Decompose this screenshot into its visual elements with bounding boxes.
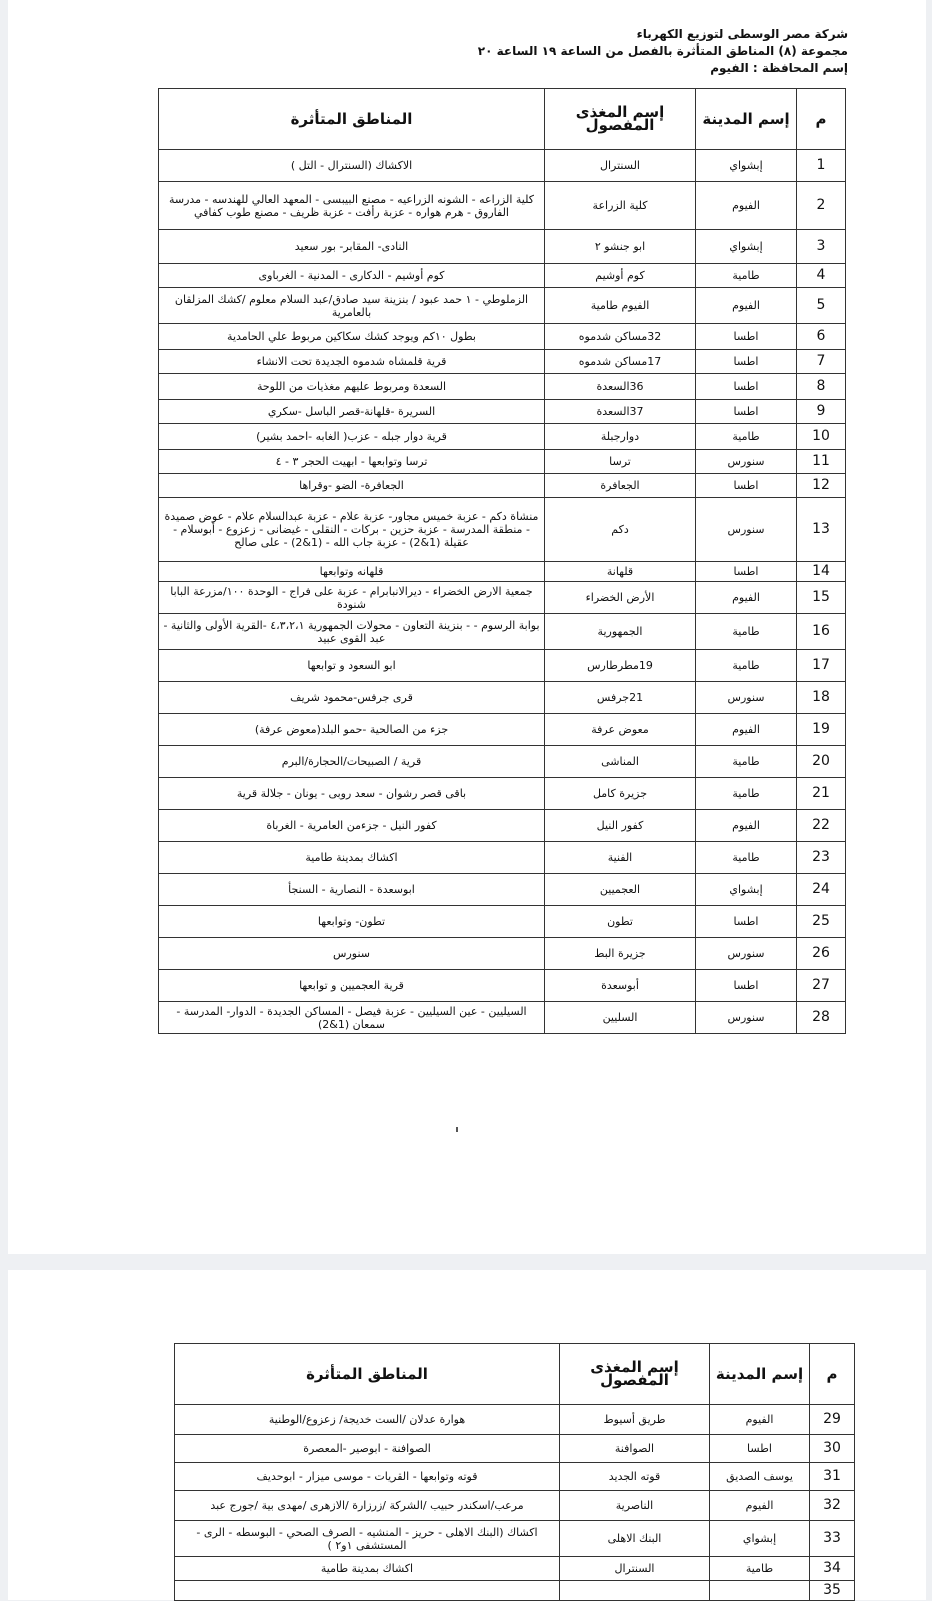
city-cell: الفيوم: [710, 1491, 810, 1521]
row-number: 26: [797, 938, 846, 970]
areas-cell: جزء من الصالحية -حمو البلد(معوض عرفة): [159, 714, 545, 746]
areas-cell: منشاة دكم - عزبة خميس مجاور- عزبة علام - عزبة عبدالسلام علام - عوض صميدة - منطقة المدرسة - عزبة حزين - بركات - النقلى - غيضانى - زعزوع - أبوسلام - عقيلة (1&2) - عزبة جاب الله - (1&2) - على صالح: [159, 498, 545, 562]
table-row: [159, 562, 846, 582]
city-cell: اطسا: [696, 562, 797, 582]
city-cell: الفيوم: [696, 288, 797, 324]
feeder-cell: الناصرية: [560, 1491, 710, 1521]
areas-cell: [175, 1581, 560, 1601]
table-row: [175, 1491, 855, 1521]
row-number: 28: [797, 1002, 846, 1034]
table-row: [159, 614, 846, 650]
city-cell: طامية: [710, 1557, 810, 1581]
table-row: [159, 324, 846, 350]
affected-areas-table: [158, 88, 846, 1034]
page-mark: [456, 1127, 458, 1132]
city-cell: الفيوم: [710, 1405, 810, 1435]
feeder-cell: قلهانة: [545, 562, 696, 582]
table-row: [159, 778, 846, 810]
row-number: 33: [810, 1521, 855, 1557]
areas-cell: قرية دوار جبله - عزب( الغابه -احمد بشير): [159, 424, 545, 450]
table-row: [175, 1405, 855, 1435]
table-row: [159, 746, 846, 778]
city-cell: اطسا: [696, 374, 797, 400]
table-row: [159, 842, 846, 874]
city-cell: الفيوم: [696, 582, 797, 614]
city-cell: [710, 1581, 810, 1601]
table-row: [159, 970, 846, 1002]
table-row: [159, 810, 846, 842]
feeder-cell: الأرض الخضراء: [545, 582, 696, 614]
areas-cell: باقى قصر رشوان - سعد روبى - يونان - جلالة قرية: [159, 778, 545, 810]
areas-cell: الزملوطي - ١ حمد عبود / بنزينة سيد صادق/عبد السلام معلوم /كشك المزلقان بالعامرية: [159, 288, 545, 324]
feeder-cell: الجمهورية: [545, 614, 696, 650]
feeder-cell: السنترال: [545, 150, 696, 182]
areas-cell: قرية / الصبيحات/الحجارة/البرم: [159, 746, 545, 778]
feeder-cell: 36السعدة: [545, 374, 696, 400]
row-number: 31: [810, 1463, 855, 1491]
table-row: [159, 230, 846, 264]
row-number: 18: [797, 682, 846, 714]
city-cell: سنورس: [696, 450, 797, 474]
city-cell: إبشواي: [710, 1521, 810, 1557]
column-header-num: م: [797, 89, 846, 150]
row-number: 25: [797, 906, 846, 938]
feeder-cell: ترسا: [545, 450, 696, 474]
feeder-cell: 32مساكن شدموه: [545, 324, 696, 350]
feeder-cell: دكم: [545, 498, 696, 562]
areas-cell: كفور النيل - جزءمن العامرية - الغرباة: [159, 810, 545, 842]
city-cell: إبشواي: [696, 874, 797, 906]
table-row: [159, 1002, 846, 1034]
feeder-cell: 17مساكن شدموه: [545, 350, 696, 374]
areas-cell: كوم أوشيم - الدكارى - المدنية - الغرباوى: [159, 264, 545, 288]
areas-cell: تطون- وتوابعها: [159, 906, 545, 938]
city-cell: اطسا: [696, 906, 797, 938]
areas-cell: الجعافرة- الضو -وقراها: [159, 474, 545, 498]
table-header-row: [175, 1344, 855, 1405]
feeder-cell: 37السعدة: [545, 400, 696, 424]
table-row: [159, 182, 846, 230]
row-number: 30: [810, 1435, 855, 1463]
row-number: 17: [797, 650, 846, 682]
table-row: [159, 474, 846, 498]
city-cell: طامية: [696, 842, 797, 874]
city-cell: اطسا: [696, 350, 797, 374]
table-row: [159, 400, 846, 424]
row-number: 34: [810, 1557, 855, 1581]
feeder-cell: 21جرفس: [545, 682, 696, 714]
table-row: [159, 498, 846, 562]
table-row: [159, 150, 846, 182]
table-row: [159, 874, 846, 906]
areas-cell: الاكشاك (السنترال - التل ): [159, 150, 545, 182]
feeder-cell: السنترال: [560, 1557, 710, 1581]
row-number: 6: [797, 324, 846, 350]
city-cell: سنورس: [696, 1002, 797, 1034]
city-cell: طامية: [696, 264, 797, 288]
row-number: 1: [797, 150, 846, 182]
areas-cell: قرية قلمشاه شدموه الجديدة تحت الانشاء: [159, 350, 545, 374]
feeder-cell: تطون: [545, 906, 696, 938]
column-header-feeder: إسم المغذى المفصول: [545, 89, 696, 150]
feeder-cell: [560, 1581, 710, 1601]
table-row: [175, 1581, 855, 1601]
areas-cell: الصوافنة - ابوصير -المعصرة: [175, 1435, 560, 1463]
feeder-cell: جزيرة كامل: [545, 778, 696, 810]
feeder-cell: دوارجبلة: [545, 424, 696, 450]
areas-cell: قلهانه وتوابعها: [159, 562, 545, 582]
table-row: [159, 350, 846, 374]
row-number: 8: [797, 374, 846, 400]
column-header-areas: المناطق المتأثرة: [159, 89, 545, 150]
row-number: 22: [797, 810, 846, 842]
areas-cell: ابو السعود و توابعها: [159, 650, 545, 682]
city-cell: اطسا: [710, 1435, 810, 1463]
feeder-cell: جزيرة البط: [545, 938, 696, 970]
row-number: 5: [797, 288, 846, 324]
column-header-city: إسم المدينة: [696, 89, 797, 150]
feeder-cell: أبوسعدة: [545, 970, 696, 1002]
row-number: 11: [797, 450, 846, 474]
feeder-cell: الفنية: [545, 842, 696, 874]
feeder-cell: السليين: [545, 1002, 696, 1034]
feeder-cell: كلية الزراعة: [545, 182, 696, 230]
table-row: [159, 424, 846, 450]
row-number: 13: [797, 498, 846, 562]
feeder-cell: 19مطرطارس: [545, 650, 696, 682]
feeder-cell: ابو جنشو ٢: [545, 230, 696, 264]
table-header-row: [159, 89, 846, 150]
governorate-label: إسم المحافظة : الفيوم: [710, 61, 848, 75]
city-cell: طامية: [696, 778, 797, 810]
city-cell: سنورس: [696, 938, 797, 970]
city-cell: طامية: [696, 424, 797, 450]
city-cell: سنورس: [696, 498, 797, 562]
areas-cell: ترسا وتوابعها - ابهيت الحجر ٣ - ٤: [159, 450, 545, 474]
areas-cell: مرعب/اسكندر حبيب /الشركة /زرزارة /الازهرى /مهدى بية /جورج عبد: [175, 1491, 560, 1521]
row-number: 35: [810, 1581, 855, 1601]
areas-cell: السيليين - عين السيليين - عزبة فيصل - المساكن الجديدة - الدوار- المدرسة - سمعان (1&2): [159, 1002, 545, 1034]
areas-cell: قرى جرفس-محمود شريف: [159, 682, 545, 714]
row-number: 32: [810, 1491, 855, 1521]
city-cell: اطسا: [696, 970, 797, 1002]
city-cell: الفيوم: [696, 182, 797, 230]
areas-cell: اكشاك (البنك الاهلى - حريز - المنشيه - الصرف الصحي - البوسطه - الرى - المستشفى ١و٢ ): [175, 1521, 560, 1557]
row-number: 20: [797, 746, 846, 778]
areas-cell: قرية العجميين و توابعها: [159, 970, 545, 1002]
feeder-cell: كفور النيل: [545, 810, 696, 842]
row-number: 7: [797, 350, 846, 374]
feeder-cell: العجميين: [545, 874, 696, 906]
row-number: 29: [810, 1405, 855, 1435]
city-cell: طامية: [696, 650, 797, 682]
city-cell: الفيوم: [696, 714, 797, 746]
column-header-feeder: إسم المغذى المفصول: [560, 1344, 710, 1405]
areas-cell: كلية الزراعه - الشونه الزراعيه - مصنع البيبسى - المعهد العالي للهندسه - مدرسة الفاروق - هرم هواره - عزبة رأفت - عزبة ظريف - مصنع طوب كفافي: [159, 182, 545, 230]
areas-cell: اكشاك بمدينة طامية: [159, 842, 545, 874]
table-row: [175, 1463, 855, 1491]
feeder-cell: الجعافرة: [545, 474, 696, 498]
city-cell: الفيوم: [696, 810, 797, 842]
column-header-areas: المناطق المتأثرة: [175, 1344, 560, 1405]
city-cell: إبشواي: [696, 230, 797, 264]
feeder-cell: المناشى: [545, 746, 696, 778]
feeder-cell: طريق أسيوط: [560, 1405, 710, 1435]
areas-cell: السعدة ومربوط عليهم مغذيات من اللوحة: [159, 374, 545, 400]
city-cell: سنورس: [696, 682, 797, 714]
areas-cell: النادى- المقابر- بور سعيد: [159, 230, 545, 264]
affected-areas-table-continued: [174, 1343, 855, 1601]
areas-cell: ابوسعدة - النصارية - السنجأ: [159, 874, 545, 906]
city-cell: اطسا: [696, 400, 797, 424]
document-header: [478, 26, 848, 77]
group-title: مجموعة (٨) المناطق المتأثرة بالفصل من الساعة ١٩ الساعة ٢٠: [477, 44, 848, 58]
areas-cell: قوته وتوابعها - القريات - موسى ميزار - ابوحديف: [175, 1463, 560, 1491]
feeder-cell: معوض عرفة: [545, 714, 696, 746]
feeder-cell: البنك الاهلى: [560, 1521, 710, 1557]
row-number: 24: [797, 874, 846, 906]
company-name: شركة مصر الوسطى لتوزيع الكهرباء: [636, 27, 848, 41]
table-row: [159, 264, 846, 288]
areas-cell: هوارة عدلان /الست خديجة/ زعزوع/الوطنية: [175, 1405, 560, 1435]
row-number: 19: [797, 714, 846, 746]
table-row: [159, 682, 846, 714]
city-cell: طامية: [696, 746, 797, 778]
row-number: 4: [797, 264, 846, 288]
areas-cell: اكشاك بمدينة طامية: [175, 1557, 560, 1581]
row-number: 9: [797, 400, 846, 424]
column-header-city: إسم المدينة: [710, 1344, 810, 1405]
areas-cell: سنورس: [159, 938, 545, 970]
areas-cell: السريرة -قلهانة-قصر الباسل -سكري: [159, 400, 545, 424]
row-number: 10: [797, 424, 846, 450]
row-number: 2: [797, 182, 846, 230]
table-row: [159, 938, 846, 970]
table-row: [159, 582, 846, 614]
table-row: [159, 288, 846, 324]
table-row: [175, 1557, 855, 1581]
city-cell: إبشواي: [696, 150, 797, 182]
areas-cell: جمعية الارض الخضراء - ديرالانبابرام - عزبة على فراج - الوحدة ١٠٠/مزرعة البابا شنودة: [159, 582, 545, 614]
row-number: 16: [797, 614, 846, 650]
areas-cell: بطول ١٠كم ويوجد كشك سكاكين مربوط علي الحامدية: [159, 324, 545, 350]
row-number: 12: [797, 474, 846, 498]
table-row: [159, 374, 846, 400]
row-number: 27: [797, 970, 846, 1002]
city-cell: يوسف الصديق: [710, 1463, 810, 1491]
city-cell: اطسا: [696, 324, 797, 350]
column-header-num: م: [810, 1344, 855, 1405]
row-number: 15: [797, 582, 846, 614]
feeder-cell: كوم أوشيم: [545, 264, 696, 288]
row-number: 23: [797, 842, 846, 874]
city-cell: اطسا: [696, 474, 797, 498]
areas-cell: بوابة الرسوم - - بنزينة التعاون - محولات الجمهورية ٤،٣،٢،١ -القرية الأولى والثانية - عبد القوى عبيد: [159, 614, 545, 650]
table-row: [159, 450, 846, 474]
table-row: [175, 1435, 855, 1463]
row-number: 14: [797, 562, 846, 582]
row-number: 3: [797, 230, 846, 264]
feeder-cell: الصوافنة: [560, 1435, 710, 1463]
table-row: [159, 714, 846, 746]
table-row: [159, 650, 846, 682]
feeder-cell: قوته الجديد: [560, 1463, 710, 1491]
table-row: [159, 906, 846, 938]
feeder-cell: الفيوم طامية: [545, 288, 696, 324]
city-cell: طامية: [696, 614, 797, 650]
row-number: 21: [797, 778, 846, 810]
table-row: [175, 1521, 855, 1557]
